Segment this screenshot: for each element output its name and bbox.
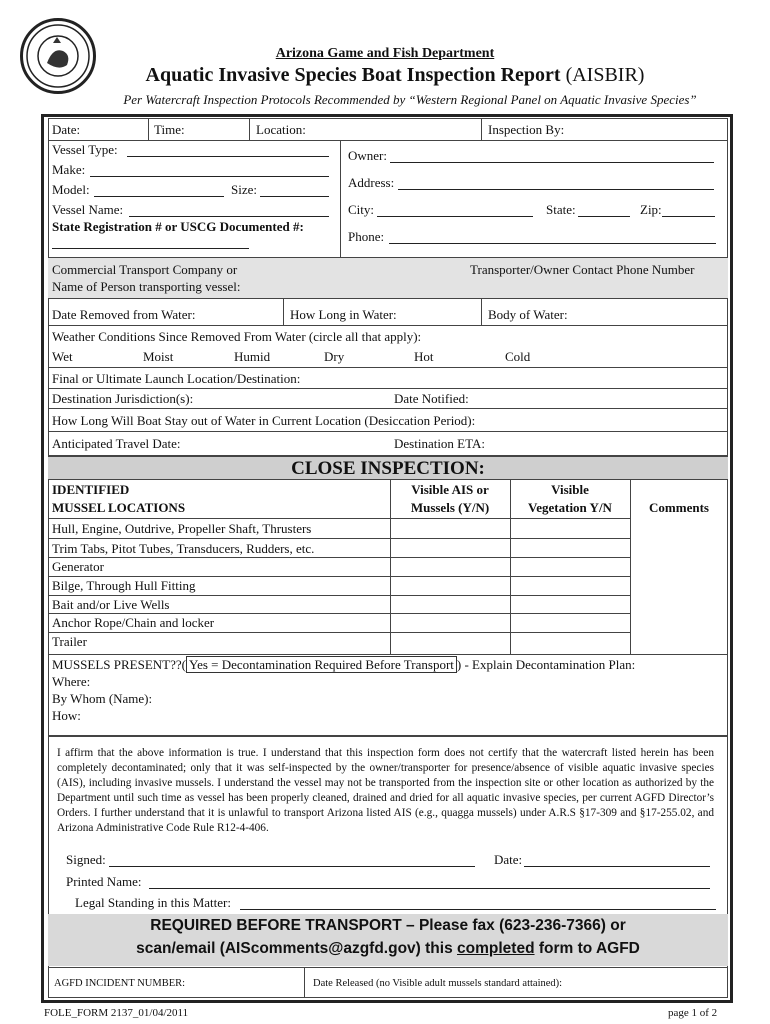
inspection-row-bait: Bait and/or Live Wells <box>52 597 170 612</box>
required-line-2c: form to AGFD <box>534 940 640 957</box>
col-vegetation-2: Vegetation Y/N <box>528 500 612 515</box>
contact-phone-label: Transporter/Owner Contact Phone Number <box>470 262 695 277</box>
destination-eta-label: Destination ETA: <box>394 436 486 451</box>
form-title-suffix: (AISBIR) <box>565 64 645 86</box>
location-label: Location: <box>256 122 306 137</box>
weather-label: Weather Conditions Since Removed From Water (circle all that apply): <box>52 329 422 344</box>
form-id: FOLE_FORM 2137_01/04/2011 <box>44 1007 189 1019</box>
legal-standing-label: Legal Standing in this Matter: <box>75 895 231 910</box>
required-completed: completed <box>457 940 535 957</box>
col-comments: Comments <box>649 500 709 515</box>
col-visible-ais-1: Visible AIS or <box>411 482 489 497</box>
signature-date-label: Date: <box>494 852 523 867</box>
how-label: How: <box>52 708 81 723</box>
city-field[interactable] <box>377 216 533 217</box>
mussels-present-suffix: ) - Explain Decontamination Plan: <box>456 657 636 672</box>
col-vegetation-1: Visible <box>551 482 589 497</box>
incident-number-label: AGFD INCIDENT NUMBER: <box>54 978 186 989</box>
printed-name-field[interactable] <box>149 888 710 889</box>
date-released-label: Date Released (no Visible adult mussels standard attained): <box>313 978 563 989</box>
department-name: Arizona Game and Fish Department <box>275 46 495 61</box>
date-label: Date: <box>52 122 81 137</box>
inspection-row-trailer: Trailer <box>52 634 87 649</box>
weather-option-moist[interactable]: Moist <box>143 349 174 364</box>
time-label: Time: <box>154 122 185 137</box>
final-launch-label: Final or Ultimate Launch Location/Destination: <box>52 371 301 386</box>
inspection-row-trim-tabs: Trim Tabs, Pitot Tubes, Transducers, Rudders, etc. <box>52 541 315 556</box>
vessel-name-field[interactable] <box>129 216 329 217</box>
address-label: Address: <box>348 175 395 190</box>
how-long-label: How Long in Water: <box>290 307 397 322</box>
vessel-name-label: Vessel Name: <box>52 202 124 217</box>
make-field[interactable] <box>90 176 329 177</box>
mussels-present-prefix: MUSSELS PRESENT??( <box>52 657 186 672</box>
required-before-transport-banner <box>48 914 728 966</box>
by-whom-label: By Whom (Name): <box>52 691 153 706</box>
signature-field[interactable] <box>109 866 475 867</box>
weather-option-hot[interactable]: Hot <box>414 349 434 364</box>
decontamination-required-box: Yes = Decontamination Required Before Transport <box>186 656 457 673</box>
legal-standing-field[interactable] <box>240 909 716 910</box>
state-label: State: <box>546 202 576 217</box>
owner-field[interactable] <box>390 162 714 163</box>
inspection-by-label: Inspection By: <box>488 122 565 137</box>
printed-name-label: Printed Name: <box>66 874 142 889</box>
city-label: City: <box>348 202 375 217</box>
col-visible-ais-2: Mussels (Y/N) <box>410 500 490 515</box>
signature-date-field[interactable] <box>524 866 710 867</box>
vessel-type-label: Vessel Type: <box>52 142 118 157</box>
state-field[interactable] <box>578 216 630 217</box>
signed-label: Signed: <box>66 852 106 867</box>
form-subtitle: Per Watercraft Inspection Protocols Recommended by “Western Regional Panel on Aquatic Invasive Species” <box>123 92 697 107</box>
weather-option-dry[interactable]: Dry <box>324 349 345 364</box>
weather-option-wet[interactable]: Wet <box>52 349 73 364</box>
zip-field[interactable] <box>662 216 715 217</box>
required-line-2a: scan/email (AIScomments@azgfd.gov) this <box>136 940 458 957</box>
col-identified: IDENTIFIED <box>52 482 130 497</box>
make-label: Make: <box>52 162 86 177</box>
form-title-main: Aquatic Invasive Species Boat Inspection Report <box>145 64 561 86</box>
zip-label: Zip: <box>640 202 662 217</box>
close-inspection-heading: CLOSE INSPECTION: <box>48 457 728 479</box>
size-field[interactable] <box>260 196 329 197</box>
where-label: Where: <box>52 674 91 689</box>
size-label: Size: <box>231 182 257 197</box>
date-removed-label: Date Removed from Water: <box>52 307 196 322</box>
state-registration-label: State Registration # or USCG Documented #: <box>52 219 304 234</box>
page-number: page 1 of 2 <box>668 1007 718 1019</box>
required-line-2 <box>48 940 728 958</box>
inspection-row-bilge: Bilge, Through Hull Fitting <box>52 578 196 593</box>
form-title <box>0 64 770 87</box>
affirmation-text: I affirm that the above information is true. I understand that this inspection form does not certify that the watercraft listed herein has been completely decontaminated; only that it was self-inspected by the owner/transporter for presence/absence of visible aquatic invasive species (AIS), including invasive mussels. I understand the vessel may not be transported from the inspection site or other location as authorized by the Department until such time as vessel has been properly cleaned, drained and dried for all aquatic invasive species, per current AGFD Director’s Orders. I further understand that it is unlawful to transport Arizona listed AIS (e.g., quagga mussels) under A.R.S §17-309 and §17-255.02, and Arizona Administrative Code Rule R12-4-406. <box>57 747 714 834</box>
state-registration-field[interactable] <box>52 248 249 249</box>
model-label: Model: <box>52 182 90 197</box>
model-field[interactable] <box>94 196 224 197</box>
vessel-type-field[interactable] <box>127 156 329 157</box>
col-mussel-locations: MUSSEL LOCATIONS <box>52 500 186 515</box>
weather-option-cold[interactable]: Cold <box>505 349 531 364</box>
date-notified-label: Date Notified: <box>394 391 469 406</box>
inspection-row-generator: Generator <box>52 559 104 574</box>
desiccation-label: How Long Will Boat Stay out of Water in Current Location (Desiccation Period): <box>52 413 476 428</box>
body-of-water-label: Body of Water: <box>488 307 568 322</box>
required-line-1: REQUIRED BEFORE TRANSPORT – Please fax (623-236-7366) or <box>150 917 626 934</box>
mussels-present-line <box>52 657 635 673</box>
owner-label: Owner: <box>348 148 387 163</box>
inspection-row-hull: Hull, Engine, Outdrive, Propeller Shaft, Thrusters <box>52 521 312 536</box>
dest-jurisdiction-label: Destination Jurisdiction(s): <box>52 391 194 406</box>
travel-date-label: Anticipated Travel Date: <box>52 436 181 451</box>
address-field[interactable] <box>398 189 714 190</box>
transport-company-label-2: Name of Person transporting vessel: <box>52 279 241 294</box>
transport-company-label-1: Commercial Transport Company or <box>52 262 238 277</box>
inspection-row-anchor: Anchor Rope/Chain and locker <box>52 615 215 630</box>
phone-field[interactable] <box>389 243 716 244</box>
weather-option-humid[interactable]: Humid <box>234 349 271 364</box>
phone-label: Phone: <box>348 229 385 244</box>
